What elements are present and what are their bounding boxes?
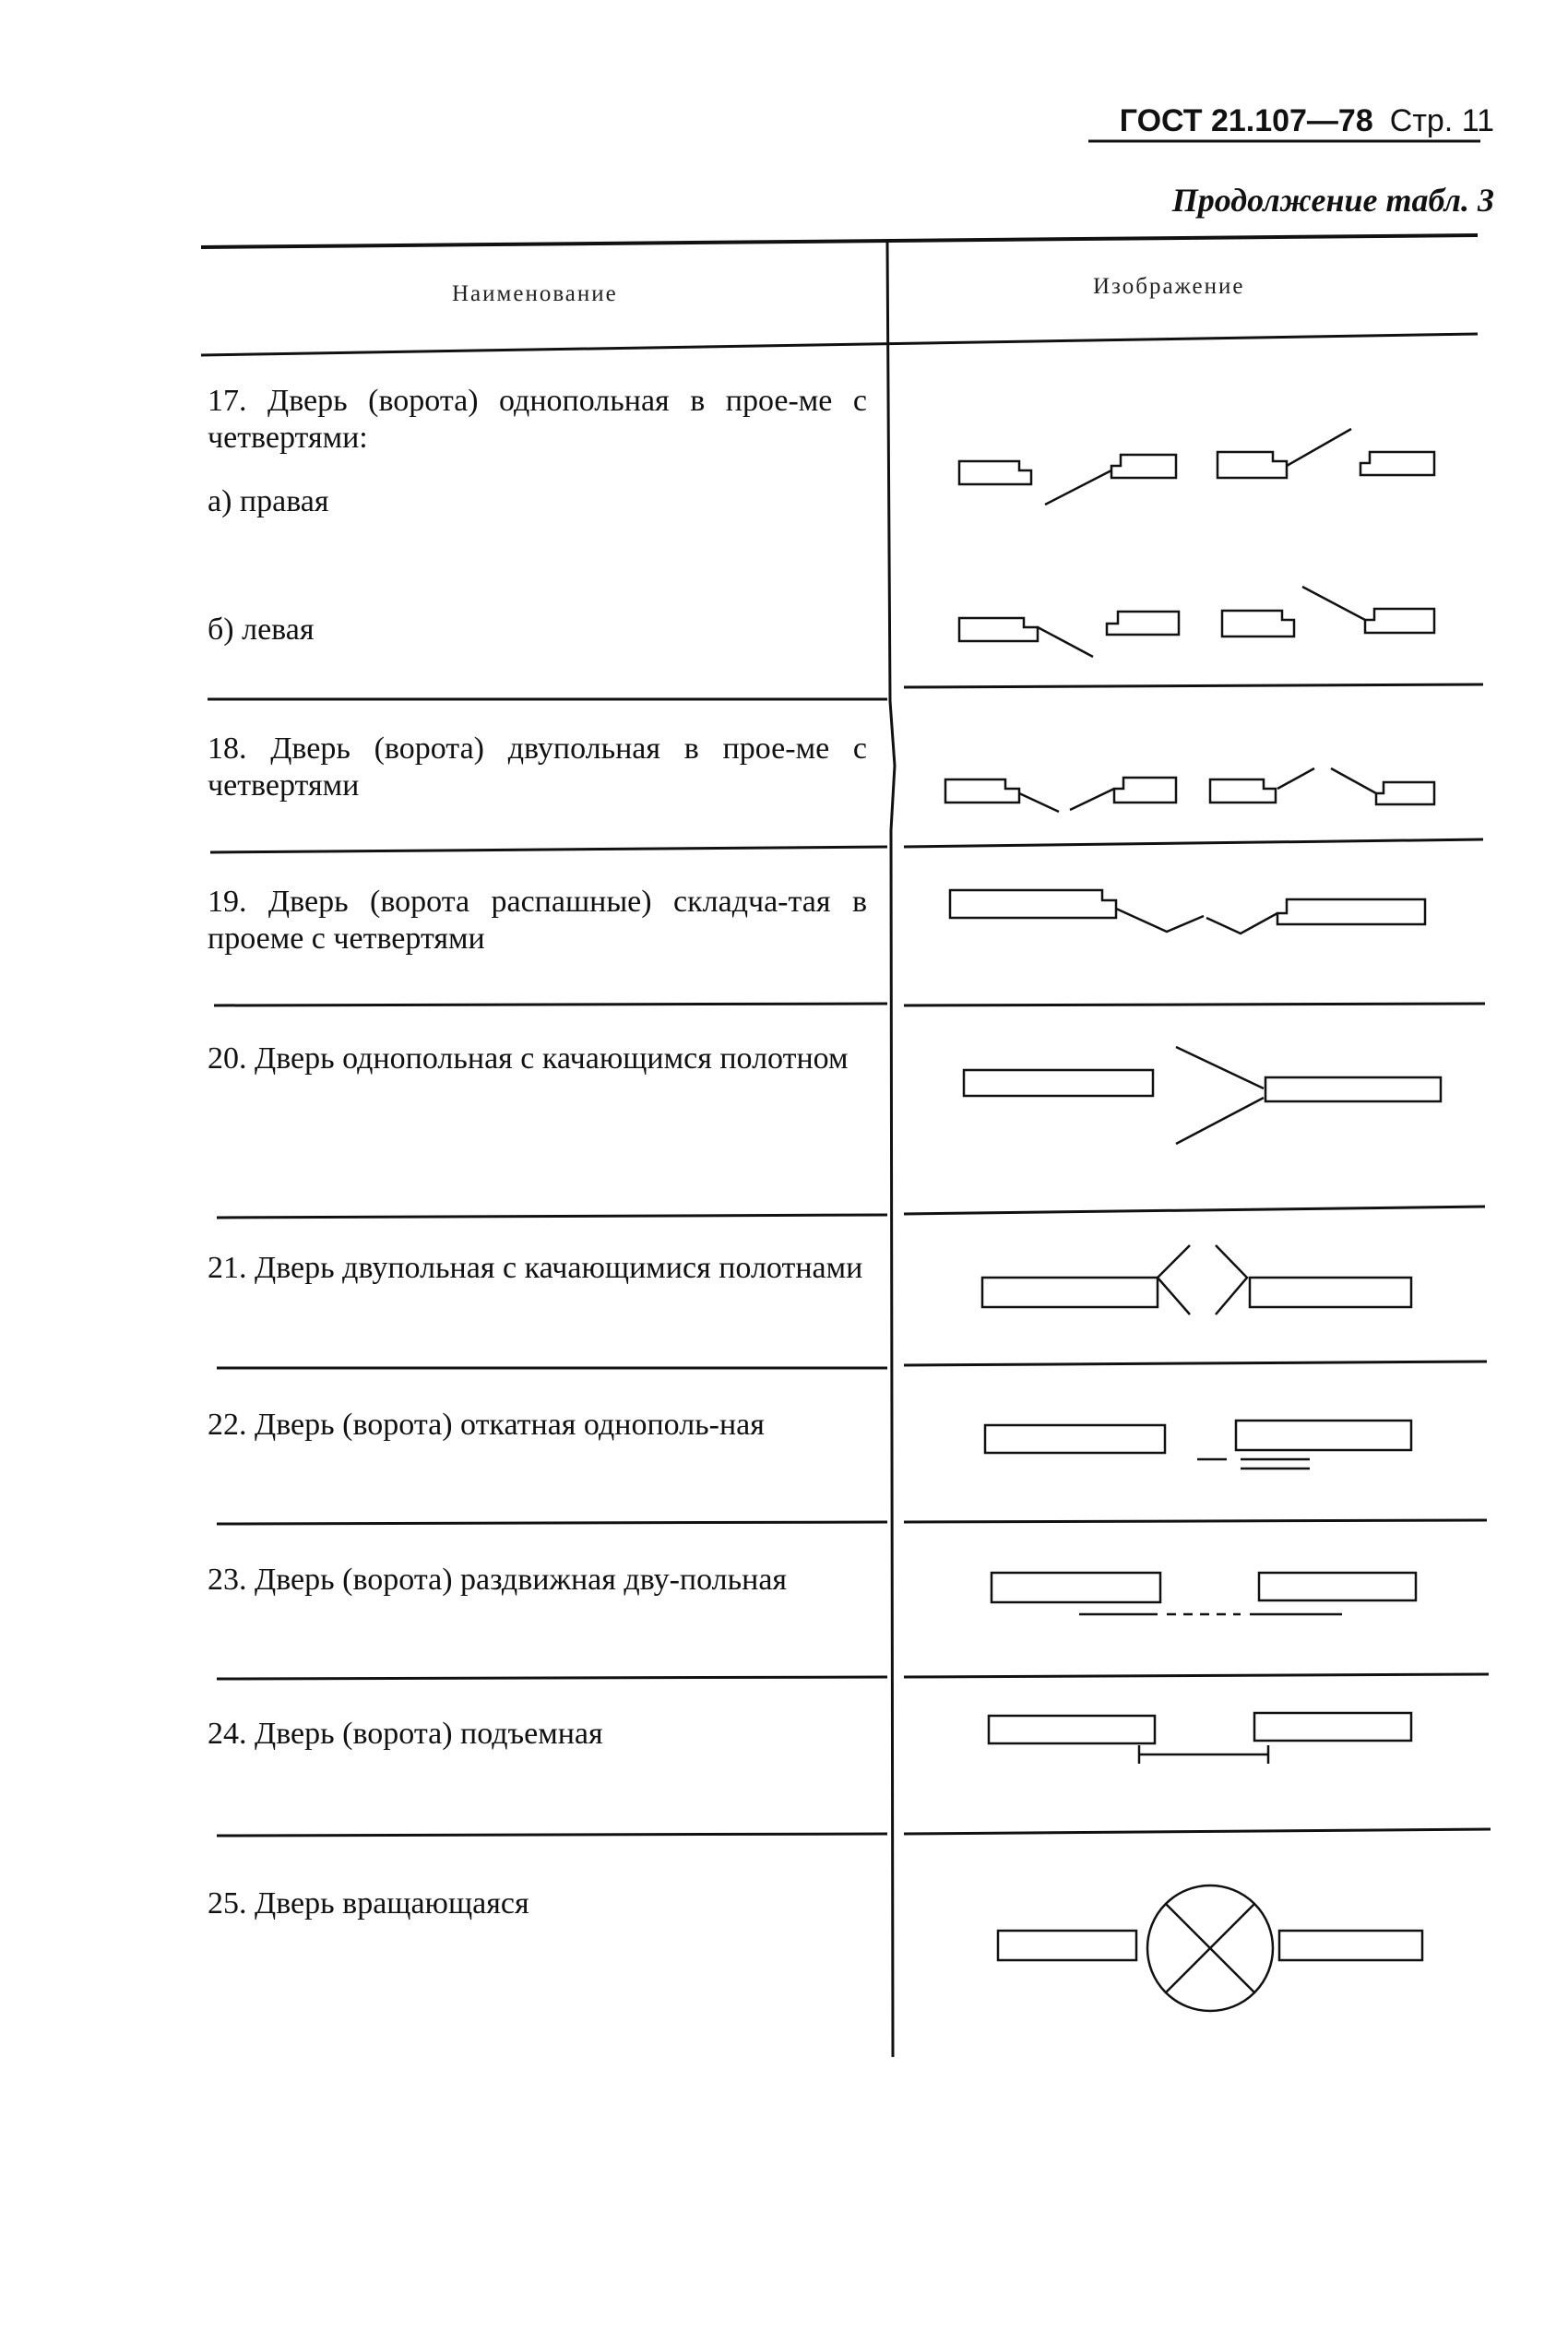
row-17-name: 17. Дверь (ворота) однопольная в прое-ме с четвертями:: [208, 384, 867, 455]
header-bottom-rule: [201, 334, 1478, 355]
row-separator: [210, 847, 887, 852]
table-continuation-label: Продолжение табл. 3: [1171, 182, 1494, 219]
column-header-name: Наименование: [452, 281, 618, 306]
row-23-name: 23. Дверь (ворота) раздвижная дву-польная: [208, 1563, 788, 1597]
column-divider: [887, 242, 895, 2057]
row-separator: [214, 1004, 887, 1005]
row-21-name: 21. Дверь двупольная с качающимися полотнами: [208, 1251, 863, 1285]
symbol-25: [998, 1885, 1422, 2011]
symbol-17a: [959, 429, 1434, 505]
symbol-20: [964, 1047, 1441, 1144]
page-number: Стр. 11: [1389, 103, 1494, 138]
row-19-name: 19. Дверь (ворота распашные) складча-тая в проеме с четвертями: [208, 885, 867, 956]
symbol-18: [945, 768, 1434, 812]
symbol-24: [989, 1713, 1411, 1764]
row-separator: [904, 1674, 1489, 1677]
row-18-name: 18. Дверь (ворота) двупольная в прое-ме с четвертями: [208, 731, 867, 803]
row-separator: [904, 1829, 1491, 1834]
row-17-sub-a: а) правая: [208, 484, 329, 518]
standard-number: ГОСТ 21.107—78: [1119, 103, 1373, 138]
row-separator: [904, 1362, 1487, 1365]
row-separator: [904, 684, 1483, 687]
row-separator: [217, 1215, 887, 1218]
row-24-name: 24. Дверь (ворота) подъемная: [208, 1717, 603, 1751]
row-25-name: 25. Дверь вращающаяся: [208, 1886, 529, 1921]
row-separator: [904, 1520, 1487, 1522]
row-separator: [904, 839, 1483, 847]
symbol-17b: [959, 587, 1434, 657]
symbol-19: [950, 890, 1425, 934]
row-separator: [904, 1207, 1485, 1214]
symbol-23: [992, 1573, 1416, 1614]
column-header-image: Изображение: [1093, 274, 1245, 299]
row-20-name: 20. Дверь однопольная с качающимся полотном: [208, 1041, 849, 1076]
symbol-21: [982, 1245, 1411, 1314]
table-top-rule: [201, 235, 1478, 247]
row-separator: [217, 1522, 887, 1524]
row-separator: [217, 1677, 887, 1679]
row-separator: [904, 1004, 1485, 1005]
row-17-sub-b: б) левая: [208, 612, 315, 647]
row-separator: [217, 1834, 887, 1836]
symbol-22: [985, 1421, 1411, 1469]
row-22-name: 22. Дверь (ворота) откатная однополь-ная: [208, 1408, 765, 1442]
